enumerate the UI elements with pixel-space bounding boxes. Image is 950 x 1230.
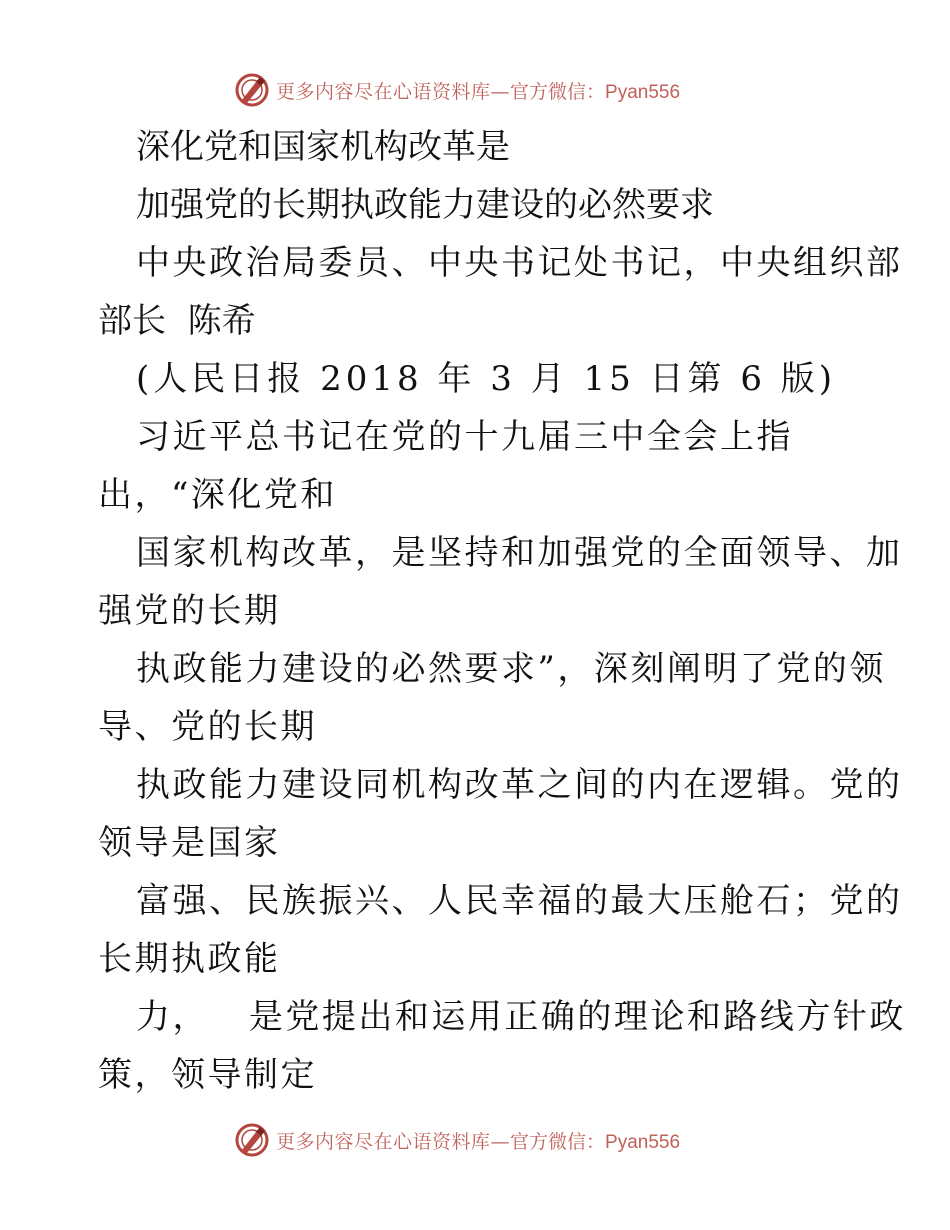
- watermark-text: 更多内容尽在心语资料库—: [276, 1130, 511, 1153]
- article-body: [98, 118, 906, 1104]
- paragraph-line: 长期执政能: [98, 939, 281, 979]
- article-title-line-2: 加强党的长期执政能力建设的必然要求: [136, 185, 714, 225]
- watermark-wechat: 官方微信：Pyan556: [510, 1131, 681, 1153]
- paragraph-line: 策，领导制定: [98, 1055, 317, 1095]
- paragraph-line: 强党的长期: [98, 591, 281, 631]
- paragraph-line: 习近平总书记在党的十九届三中全会上指: [136, 417, 793, 457]
- paragraph-line: 国家机构改革，是坚持和加强党的全面领导、加: [136, 533, 903, 573]
- pen-logo-icon: [234, 72, 270, 108]
- source-line: (人民日报 2018 年 3 月 15 日第 6 版): [136, 359, 837, 399]
- paragraph-line: 富强、民族振兴、人民幸福的最大压舱石；党的: [136, 881, 903, 921]
- author-line-2: 部长 陈希: [98, 301, 256, 341]
- paragraph-line: 领导是国家: [98, 823, 281, 863]
- watermark-wechat: 官方微信：Pyan556: [510, 81, 681, 103]
- paragraph-line: 执政能力建设同机构改革之间的内在逻辑。党的: [136, 765, 903, 805]
- watermark-text: 更多内容尽在心语资料库—: [276, 80, 511, 103]
- paragraph-line: 出，“深化党和: [98, 475, 337, 515]
- pen-logo-icon: [234, 1122, 270, 1158]
- author-line-1: 中央政治局委员、中央书记处书记，中央组织部: [136, 243, 903, 283]
- paragraph-line: 导、党的长期: [98, 707, 317, 747]
- article-title-line-1: 深化党和国家机构改革是: [136, 127, 510, 167]
- watermark-banner-bottom: [234, 1120, 714, 1160]
- paragraph-line: 执政能力建设的必然要求”，深刻阐明了党的领: [136, 649, 886, 689]
- paragraph-line: 力， 是党提出和运用正确的理论和路线方针政: [136, 997, 906, 1037]
- watermark-banner-top: [234, 70, 714, 110]
